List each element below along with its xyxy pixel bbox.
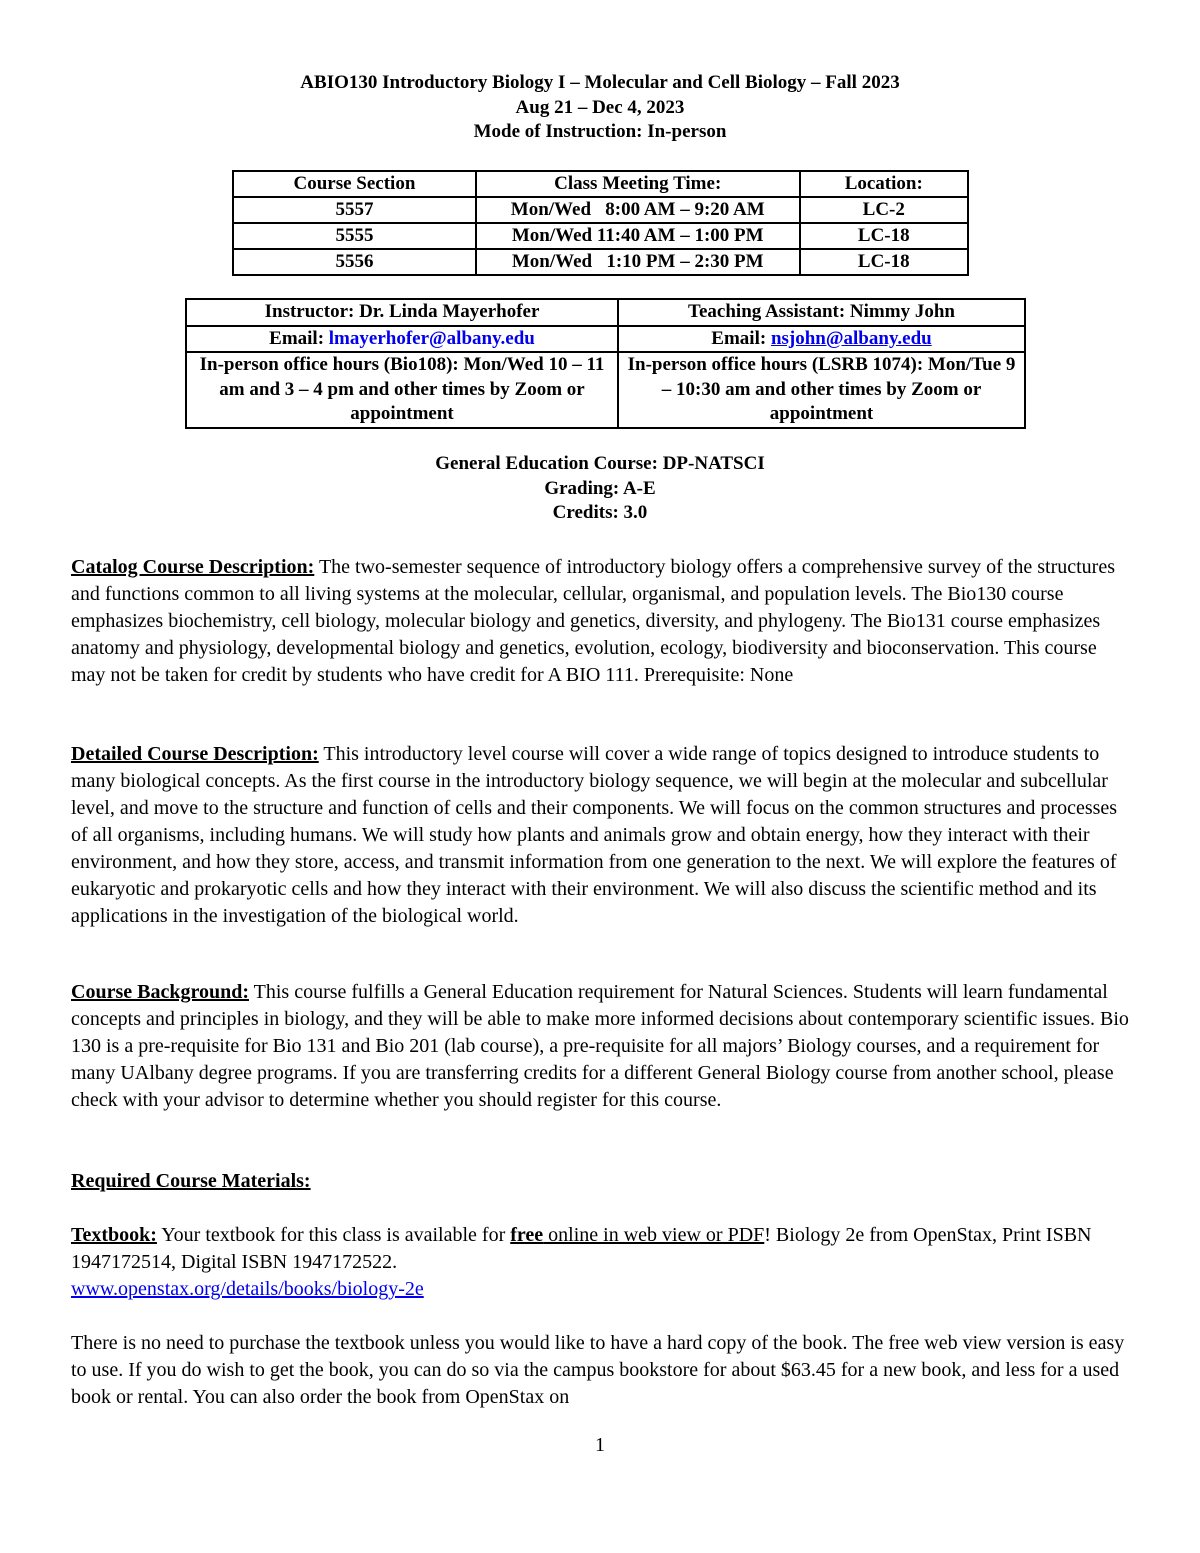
ta-email-link[interactable]: nsjohn@albany.edu <box>770 327 932 349</box>
grading: Grading: A-E <box>544 477 656 499</box>
materials-label: Required Course Materials: <box>71 1170 311 1192</box>
credits: Credits: 3.0 <box>552 502 648 523</box>
course-dates: Aug 21 – Dec 4, 2023 <box>515 96 685 118</box>
ta-office-hours: In-person office hours (LSRB 1074): Mon/Tue 9 – 10:30 am and other times by Zoom or appointment <box>618 352 1025 428</box>
table-row <box>186 299 1025 326</box>
purchase-text: There is no need to purchase the textbook unless you would like to have a hard copy of the book. The free web view version is easy to use. If you do wish to get the book, you can do so via the campus bookstore for about $63.45 for a new book, and less for a used book or rental. You can also order the book from OpenStax on <box>71 1332 1125 1408</box>
free-emphasis: free <box>510 1224 544 1246</box>
location-cell: LC-18 <box>800 249 968 275</box>
time-cell: Mon/Wed 1:10 PM – 2:30 PM <box>476 249 800 275</box>
header-cell: Course Section <box>233 171 476 197</box>
textbook-label: Textbook: <box>71 1224 157 1246</box>
instruction-mode: Mode of Instruction: In-person <box>473 121 727 142</box>
online-link[interactable]: online in web view or PDF <box>543 1224 765 1246</box>
location-cell: LC-18 <box>800 223 968 249</box>
email-label: Email: <box>711 327 771 349</box>
table-header-row <box>233 171 968 197</box>
detailed-description <box>71 741 1131 930</box>
instructor-office-hours: In-person office hours (Bio108): Mon/Wed 10 – 11 am and 3 – 4 pm and other times by Zoom or appointment <box>186 352 618 428</box>
section-cell: 5555 <box>233 223 476 249</box>
staff-table <box>185 298 1026 429</box>
header-cell: Class Meeting Time: <box>476 171 800 197</box>
table-row <box>233 249 968 275</box>
document-header <box>0 71 1200 145</box>
openstax-link[interactable]: www.openstax.org/details/books/biology-2e <box>71 1278 424 1300</box>
course-info <box>0 452 1200 526</box>
instructor-email-link[interactable]: lmayerhofer@albany.edu <box>328 327 535 349</box>
course-title: ABIO130 Introductory Biology I – Molecular and Cell Biology – Fall 2023 <box>300 72 900 93</box>
detailed-label: Detailed Course Description: <box>71 743 319 765</box>
background-text: This course fulfills a General Education requirement for Natural Sciences. Students will learn fundamental concepts and principles in biology, and they will be able to make more informed decisions about contemporary scientific issues. Bio 130 is a pre-requisite for Bio 131 and Bio 201 (lab course), a pre-requisite for all majors’ Biology courses, and a requirement for many UAlbany degree programs. If you are transferring credits for a different General Biology course from another school, please check with your advisor to determine whether you should register for this course. <box>71 981 1129 1111</box>
textbook-isbn: ! Biology 2e from OpenStax, Print ISBN 1947172514, Digital ISBN 1947172522. <box>71 1224 1092 1273</box>
location-cell: LC-2 <box>800 197 968 223</box>
time-cell: Mon/Wed 8:00 AM – 9:20 AM <box>476 197 800 223</box>
header-cell: Location: <box>800 171 968 197</box>
detailed-text: This introductory level course will cover a wide range of topics designed to introduce students to many biological concepts. As the first course in the introductory biology sequence, we will begin at the molecular and subcellular level, and move to the structure and function of cells and their components. We will focus on the common structures and processes of all organisms, including humans. We will study how plants and animals grow and obtain energy, how they interact with their environment, and how they store, access, and transmit information from one generation to the next. We will explore the features of eukaryotic and prokaryotic cells and how they interact with their environment. We will also discuss the scientific method and its applications in the investigation of the biological world. <box>71 743 1118 927</box>
table-row <box>186 352 1025 428</box>
ta-email-cell <box>618 326 1025 353</box>
textbook-section <box>71 1222 1131 1303</box>
section-cell: 5556 <box>233 249 476 275</box>
email-label: Email: <box>269 327 329 349</box>
page-number: 1 <box>595 1434 605 1456</box>
instructor-email-cell <box>186 326 618 353</box>
catalog-description <box>71 554 1131 689</box>
table-row <box>186 326 1025 353</box>
sections-table <box>232 170 969 276</box>
gen-ed: General Education Course: DP-NATSCI <box>435 453 765 474</box>
required-materials <box>71 1168 1131 1195</box>
section-cell: 5557 <box>233 197 476 223</box>
instructor-name: Instructor: Dr. Linda Mayerhofer <box>186 299 618 326</box>
textbook-text: Your textbook for this class is available for <box>156 1224 511 1246</box>
catalog-text: The two-semester sequence of introductory biology offers a comprehensive survey of the structures and functions common to all living systems at the molecular, cellular, organismal, and population levels. The Bio130 course emphasizes biochemistry, cell biology, molecular biology and genetics, diversity, and phylogeny. The Bio131 course emphasizes anatomy and physiology, developmental biology and genetics, evolution, ecology, biodiversity and bioconservation. This course may not be taken for credit by students who have credit for A BIO 111. Prerequisite: None <box>71 556 1115 686</box>
time-cell: Mon/Wed 11:40 AM – 1:00 PM <box>476 223 800 249</box>
purchase-info <box>71 1330 1131 1411</box>
catalog-label: Catalog Course Description: <box>71 556 315 578</box>
ta-name: Teaching Assistant: Nimmy John <box>618 299 1025 326</box>
background-label: Course Background: <box>71 981 249 1003</box>
course-background <box>71 979 1131 1114</box>
table-row <box>233 197 968 223</box>
table-row <box>233 223 968 249</box>
